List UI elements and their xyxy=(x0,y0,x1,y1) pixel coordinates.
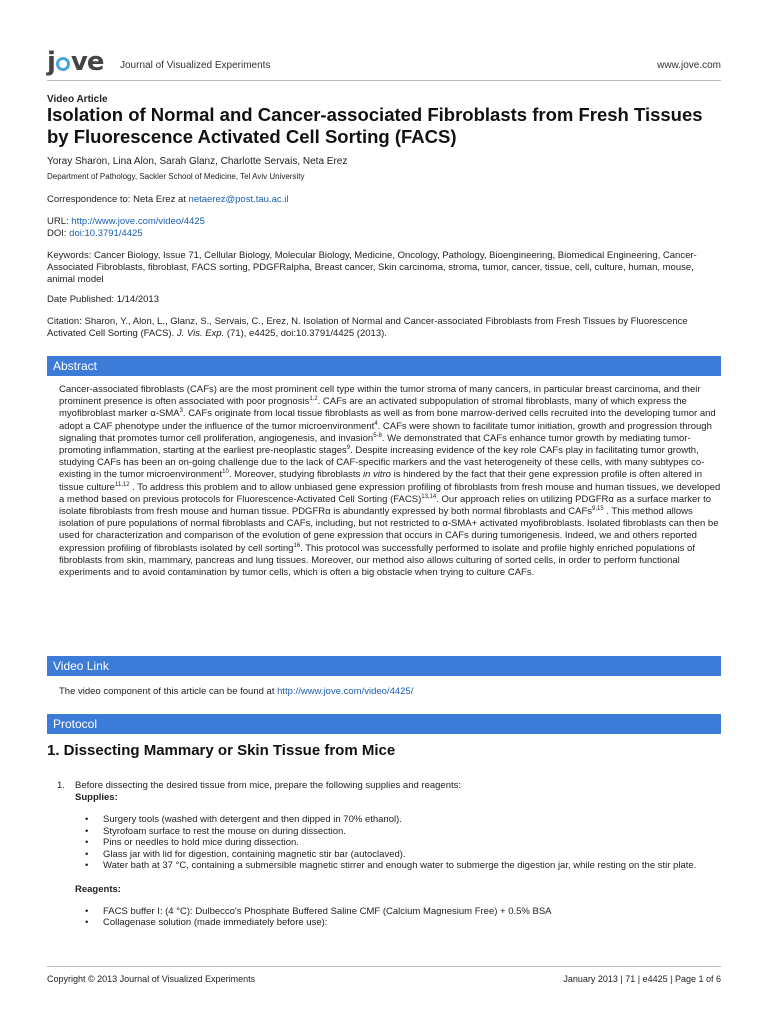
abstract-text: Cancer-associated fibroblasts (CAFs) are the most prominent cell type within the tumor stroma of many cancers, in particular breast carcinoma, and their prominent presence is often associated with poor prognosis$^{1,2}$. CAFs are an activated subpopulation of stromal fibroblasts, many of which express the myofibroblast marker α-SMA$^3$. CAFs originate from local tissue fibroblasts as well as from bone marrow-derived cells recruited into the developing tumor and adopt a CAF phenotype under the influence of the tumor microenvironment$^4$. CAFs were shown to facilitate tumor initiation, growth and progression through signaling that promotes tumor cell proliferation, angiogenesis, and invasion$^{5-8}$. We demonstrated that CAFs enhance tumor growth by mediating tumor-promoting inflammation, starting at the earliest pre-neoplastic stages$^9$. Despite increasing evidence of the key role CAFs play in facilitating tumor growth, studying CAFs has been an on-going challenge due to the lack of CAF-specific markers and the vast heterogeneity of these cells, with many subtypes co-existing in the tumor microenvironment$^{10}$. Moreover, studying fibroblasts in vitro is hindered by the fact that their gene expression profile is often altered in tissue culture$^{11,12}$ . To address this problem and to allow unbiased gene expression profiling of fibroblasts from fresh mouse and human tissues, we developed a method based on previous protocols for Fluorescence-Activated Cell Sorting (FACS)$^{13,14}$. Our approach relies on utilizing PDGFRα as a surface marker to isolate fibroblasts from fresh mouse and human tissue. PDGFRα is abundantly expressed by both normal fibroblasts and CAFs$^{9,15}$ . This method allows isolation of pure populations of normal fibroblasts and CAFs, including, but not restricted to α-SMA+ activated myofibroblasts. Isolated fibroblasts can then be used for characterization and comparison of the evolution of gene expression that occurs in CAFs during tumorigenesis. Indeed, we and others reported expression profiling of fibroblasts isolated by cell sorting$^{16}$. This protocol was successfully performed to isolate and profile highly enriched populations of fibroblasts from skin, mammary, pancreas and lung tissues. Moreover, our method also allows culturing of sorted cells, in order to perform functional experiments and to avoid contamination by tumor cells, which is often a big obstacle when trying to culture CAFs. xyxy=(59,384,721,579)
affiliation: Department of Pathology, Sackler School of Medicine, Tel Aviv University xyxy=(47,172,305,181)
list-item: • FACS buffer I: (4 °C): Dulbecco's Phosphate Buffered Saline CMF (Calcium Magnesium Free) + 0.5% BSA xyxy=(75,906,721,918)
page-header xyxy=(47,48,721,76)
reagents-list xyxy=(75,906,721,929)
step-text: Before dissecting the desired tissue from mice, prepare the following supplies and reagents: xyxy=(75,780,462,791)
correspondence-email-link[interactable]: netaerez@post.tau.ac.il xyxy=(188,194,289,205)
list-item: • Collagenase solution (made immediately before use): xyxy=(75,917,721,929)
citation: Citation: Sharon, Y., Alon, L., Glanz, S., Servais, C., Erez, N. Isolation of Normal and Cancer-associated Fibroblasts from Fresh Tissues by Fluorescence Activated Cell Sorting (FACS). J. Vis. Exp. (71), e4425, doi:10.3791/4425 (2013). xyxy=(47,316,688,339)
step-number: 1. xyxy=(57,780,65,791)
page-info: January 2013 | 71 | e4425 | Page 1 of 6 xyxy=(563,974,721,984)
list-item: • Water bath at 37 °C, containing a submersible magnetic stirrer and enough water to submerge the digestion jar, while resting on the stir plate. xyxy=(75,860,721,872)
video-link[interactable]: http://www.jove.com/video/4425/ xyxy=(277,686,414,697)
article-type: Video Article xyxy=(47,94,108,105)
jove-logo[interactable]: j ve xyxy=(47,47,104,77)
list-item: • Glass jar with lid for digestion, containing magnetic stir bar (autoclaved). xyxy=(75,849,721,861)
doi-link[interactable]: doi:10.3791/4425 xyxy=(69,228,143,239)
header-divider xyxy=(47,80,721,81)
article-title: Isolation of Normal and Cancer-associated Fibroblasts from Fresh Tissues by Fluorescence Activated Cell Sorting (FACS) xyxy=(47,104,703,147)
copyright: Copyright © 2013 Journal of Visualized Experiments xyxy=(47,974,256,984)
protocol-section-bar: Protocol xyxy=(47,714,721,734)
list-item: • Styrofoam surface to rest the mouse on during dissection. xyxy=(75,826,721,838)
reagents-label: Reagents: xyxy=(75,883,121,895)
video-link-section-bar: Video Link xyxy=(47,656,721,676)
journal-name: Journal of Visualized Experiments xyxy=(120,60,271,71)
doi-line: DOI: doi:10.3791/4425 xyxy=(47,228,143,239)
video-link-text: The video component of this article can be found at http://www.jove.com/video/4425/ xyxy=(59,686,414,697)
date-published: Date Published: 1/14/2013 xyxy=(47,294,159,305)
footer-divider xyxy=(47,966,721,967)
keywords: Keywords: Cancer Biology, Issue 71, Cellular Biology, Molecular Biology, Medicine, Oncology, Pathology, Bioengineering, Biomedical Engineering, Cancer-Associated Fibroblasts, fibroblast, FACS sorting, PDGFRalpha, Breast cancer, Skin carcinoma, stroma, tumor, cancer, tissue, cell, culture, human, mouse, animal model xyxy=(47,250,697,285)
abstract-section-bar: Abstract xyxy=(47,356,721,376)
list-item: • Pins or needles to hold mice during dissection. xyxy=(75,837,721,849)
correspondence: Correspondence to: Neta Erez at netaerez@post.tau.ac.il xyxy=(47,194,289,205)
list-item: • Surgery tools (washed with detergent and then dipped in 70% ethanol). xyxy=(75,814,721,826)
protocol-heading: 1. Dissecting Mammary or Skin Tissue from Mice xyxy=(47,742,396,759)
supplies-list xyxy=(75,814,721,872)
authors: Yoray Sharon, Lina Alon, Sarah Glanz, Charlotte Servais, Neta Erez xyxy=(47,156,348,167)
article-url-link[interactable]: http://www.jove.com/video/4425 xyxy=(71,216,205,227)
site-url[interactable]: www.jove.com xyxy=(657,60,721,71)
supplies-label: Supplies: xyxy=(75,792,118,803)
url-line: URL: http://www.jove.com/video/4425 xyxy=(47,216,205,227)
